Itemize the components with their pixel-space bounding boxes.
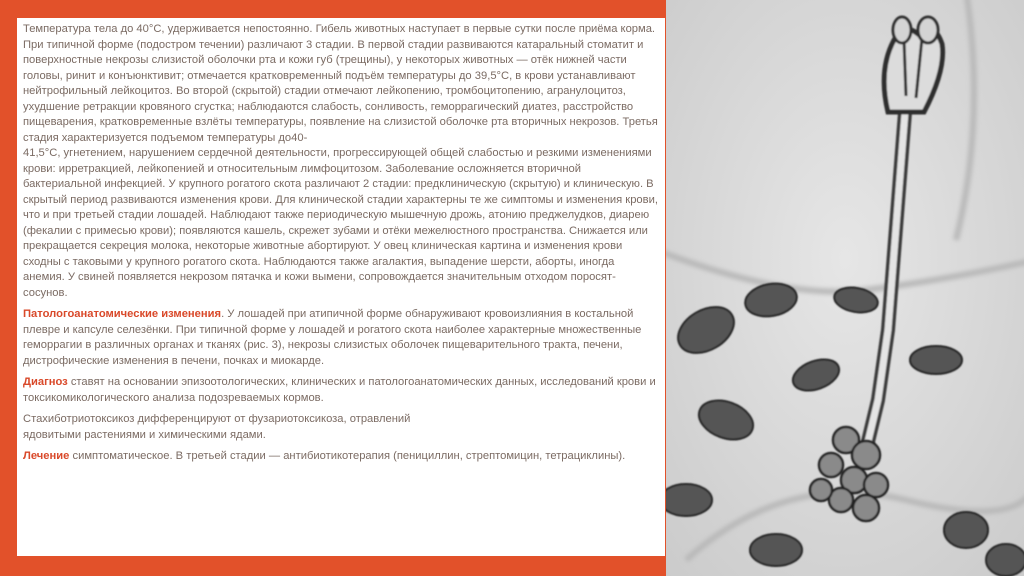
paragraph-clinical-text: Температура тела до 40°С, удерживается непостоянно. Гибель животных наступает в первые сутки после приёма корма. При типичной форме (подостром течении) различают 3 стадии. В первой стадии развиваются катаральный стоматит и поверхностные некрозы слизистой оболочки рта и кожи губ (трещины), у некоторых животных — отёк нижней части головы, ринит и конъюнктивит; отмечается кратковременный подъём температуры до 39,5°С, в крови устанавливают нейтрофильный лейкоцитоз. Во второй (скрытой) стадии отмечают лейкопению, тромбоцитопению, агранулоцитоз, ухудшение ретракции кровяного сгустка; наблюдаются слабость, сонливость, геморрагический диатез, расстройство пищеварения, кратковременные взлёты температуры, появление на слизистой оболочке рта вторичных некрозов. Третья стадия характеризуется подъемом температуры до40- 41,5°С, угнетением, нарушением сердечной деятельности, прогрессирующей общей слабостью и резкими изменениями крови: ирретракцией, лейкопенией и относительным лимфоцитозом. Заболевание осложняется вторичной бактериальной инфекцией. У крупного рогатого скота различают 2 стадии: предклиническую (скрытую) и клиническую. В скрытый период развиваются изменения крови. Для клинической стадии характерны те же симптомы и изменения крови, что и при третьей стадии лошадей. Наблюдают также периодическую мышечную дрожь, атонию преджелудков, диарею (фекалии с примесью крови); появляются кашель, скрежет зубами и отёки межелюстного пространства. Снижается или прекращается секреция молока, некоторые животные абортируют. У овец клиническая картина и изменения крови сходны с таковыми у крупного рогатого скота. Наблюдаются также агалактия, выпадение шерсти, аборты, иногда анемия. У свиней появляется некрозом пятачка и кожи вымени, сопровождается значительным отходом поросят-сосунов.	[23, 23, 658, 299]
diagnosis-text: ставят на основании эпизоотологических, клинических и патологоанатомических данных, исследований крови и токсикомикологического анализа подозреваемых кормов.	[23, 376, 656, 404]
treatment-text: симптоматическое. В третьей стадии — антибиотикотерапия (пенициллин, стрептомицин, тетрациклины).	[69, 450, 626, 462]
paragraph-clinical-signs	[23, 22, 659, 301]
slide-text	[23, 22, 659, 471]
paragraph-pathology	[23, 307, 659, 369]
paragraph-differential	[23, 412, 659, 443]
pathology-heading: Патологоанатомические изменения	[23, 308, 222, 320]
differential-text: Стахиботриотоксикоз дифференцируют от фузариотоксикоза, отравлений ядовитыми растениями и химическими ядами.	[23, 413, 411, 441]
text-panel	[17, 18, 665, 556]
paragraph-treatment	[23, 449, 659, 465]
micrograph-image	[666, 0, 1024, 576]
pathology-text: . У лошадей при атипичной форме обнаруживают кровоизлияния в костальной плевре и капсуле селезёнки. При типичной форме у лошадей и рогатого скота наиболее характерные множественные геморрагии в различных органах и тканях (рис. 3), некрозы слизистых оболочек пищеварительного тракта, печени, дистрофические изменения в печени, почках и миокарде.	[23, 308, 642, 367]
paragraph-diagnosis	[23, 375, 659, 406]
diagnosis-heading: Диагноз	[23, 376, 68, 388]
treatment-heading: Лечение	[23, 450, 70, 462]
